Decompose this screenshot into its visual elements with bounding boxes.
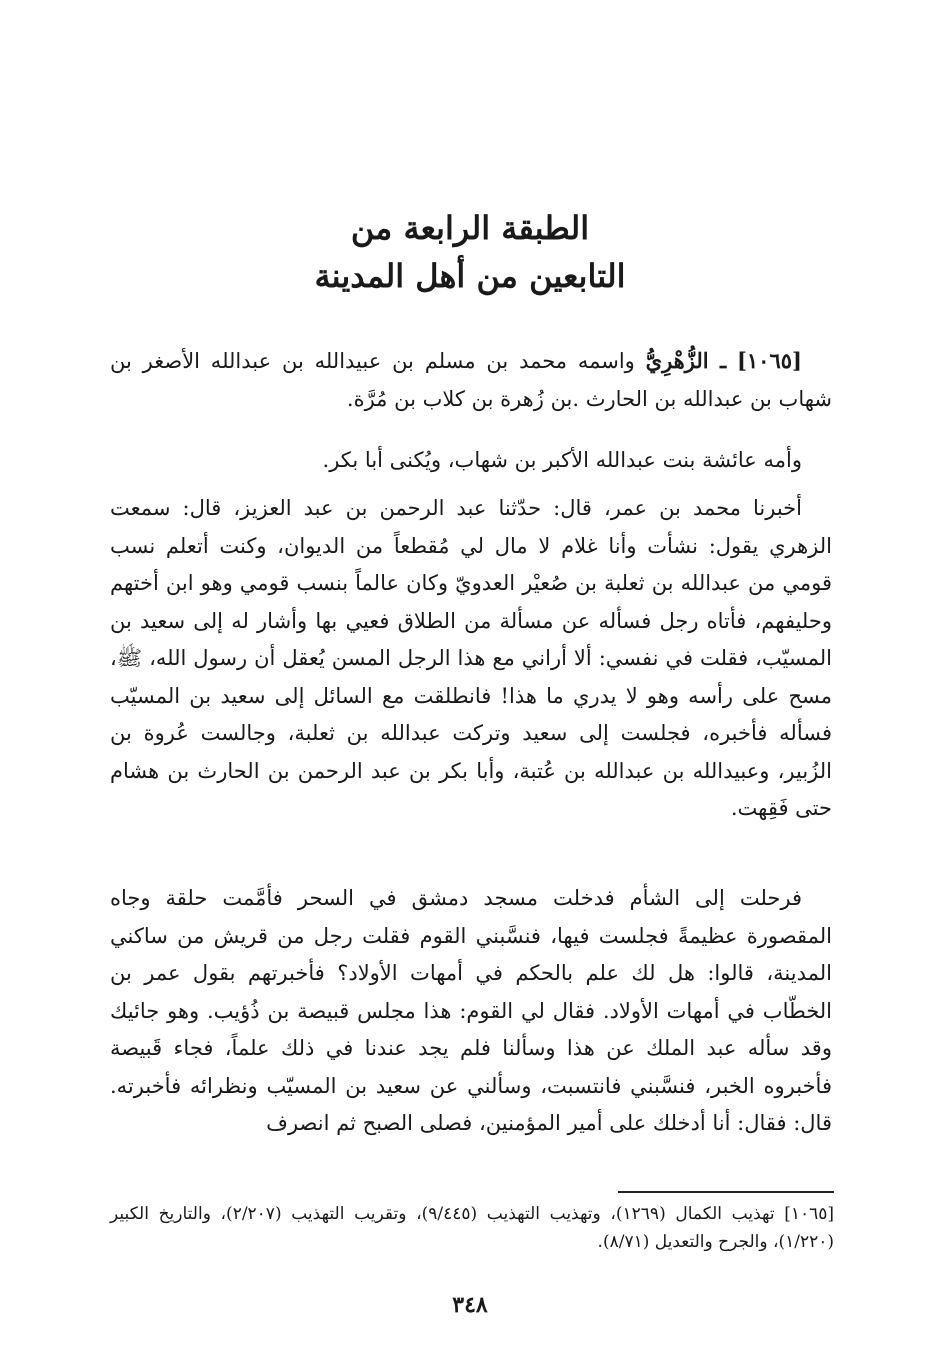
- narration-text: أخبرنا محمد بن عمر، قال: حدّثنا عبد الرحمن بن عبد العزيز، قال: سمعت الزهري يقول: نشأت وأنا غلام لا مال لي مُقطعاً من الديوان، وكنت أتعلم نسب قومي من عبدالله بن ثعلبة بن صُعيْر العدويّ وكان عالماً بنسب قومي وهو ابن أختهم وحليفهم، فأتاه رجل فسأله عن مسألة من الطلاق فعيي بها وأشار له إلى سعيد بن المسيّب، فقلت في نفسي: ألا أراني مع هذا الرجل المسن يُعقل أن رسول الله، ﷺ، مسح على رأسه وهو لا يدري ما هذا! فانطلقت مع السائل إلى سعيد بن المسيّب فسأله فأخبره، فجلست إلى سعيد وتركت عبدالله بن ثعلبة، وجالست عُروة بن الزُبير، وعبيدالله بن عبدالله بن عُتبة، وأبا بكر بن عبد الرحمن بن الحارث بن هشام حتى فَقِهت.: [110, 496, 832, 820]
- chapter-heading-line-2: التابعين من أهل المدينة: [314, 257, 626, 295]
- entry-lineage: واسمه محمد بن مسلم بن عبيدالله بن عبدالله الأصغر بن شهاب بن عبدالله بن الحارث .بن زُهرة بن كلاب بن مُرَّة.: [110, 349, 832, 411]
- mother-text: وأمه عائشة بنت عبدالله الأكبر بن شهاب، ويُكنى أبا بكر.: [322, 448, 802, 472]
- entry-number: [١٠٦٥]: [736, 348, 802, 373]
- entry-name: ـ الزُّهْرِيُّ: [645, 348, 727, 373]
- chapter-heading-line-1: الطبقة الرابعة من: [350, 209, 590, 247]
- journey-text: فرحلت إلى الشأم فدخلت مسجد دمشق في السحر فأمَّمت حلقة وجاه المقصورة عظيمةً فجلست فيها، فنسَّبني القوم فقلت رجل من قريش من ساكني المدينة، قالوا: هل لك علم بالحكم في أمهات الأولاد؟ فأخبرتهم بقول عمر بن الخطّاب في أمهات الأولاد. فقال لي القوم: هذا مجلس قبيصة بن ذُؤيب. وهو جائيك وقد سأله عبد الملك عن هذا وسألنا فلم يجد عندنا في ذلك علماً، فجاء قَبيصة فأخبروه الخبر، فنسَّبني فانتسبت، وسألني عن سعيد بن المسيّب ونظرائه فأخبرته. قال: فقال: أنا أدخلك على أمير المؤمنين، فصلى الصبح ثم انصرف: [110, 886, 832, 1135]
- journey-paragraph: [110, 880, 832, 1143]
- entry-paragraph: [110, 342, 832, 418]
- narration-paragraph: [110, 490, 832, 828]
- footnote: [١٠٦٥] تهذيب الكمال (١٢٦٩)، وتهذيب التهذيب (٩/٤٤٥)، وتقريب التهذيب (٢/٢٠٧)، والتاريخ الكبير (١/٢٢٠)، والجرح والتعديل (٨/٧١).: [110, 1204, 835, 1252]
- mother-paragraph: [110, 442, 832, 480]
- footnote-divider: [618, 1191, 834, 1193]
- page-number: ٣٤٨: [452, 1292, 488, 1318]
